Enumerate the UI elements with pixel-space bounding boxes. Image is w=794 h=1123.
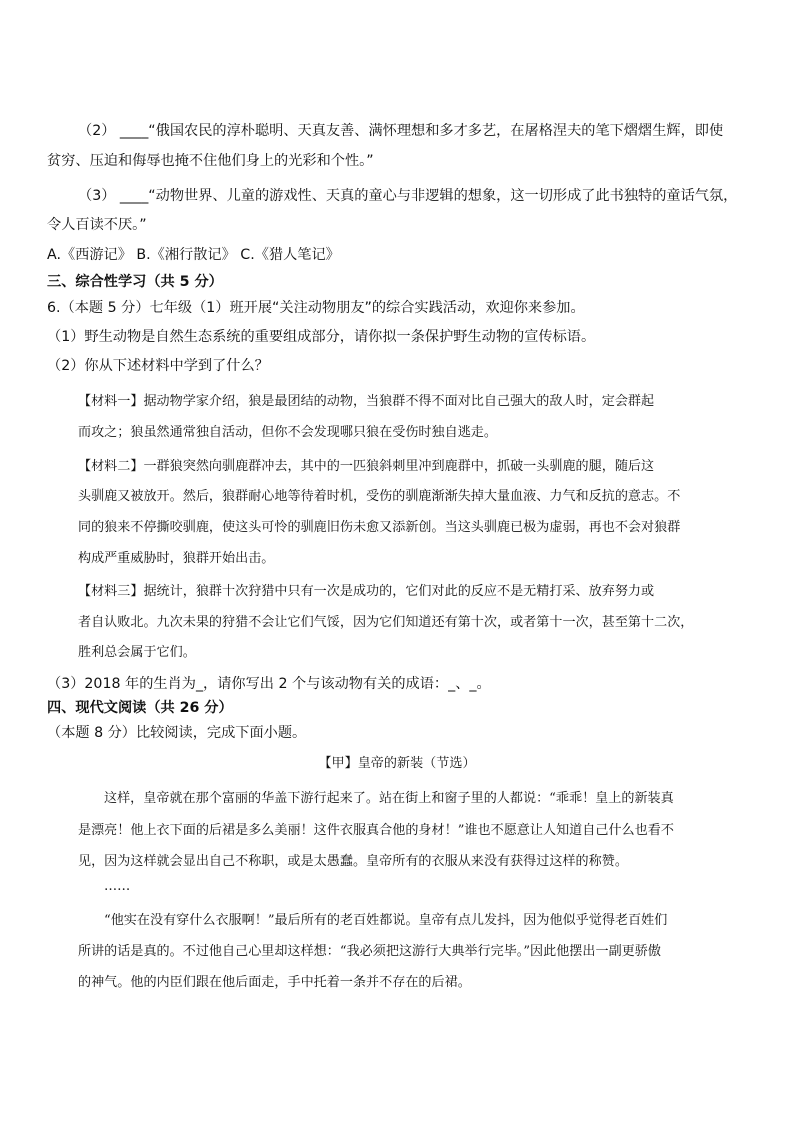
q6-part2: （2）你从下述材料中学到了什么？ bbox=[47, 358, 269, 374]
material2-line2: 头驯鹿又被放开。然后，狼群耐心地等待着时机，受伤的驯鹿渐渐失掉大量血液、力气和反抗的意志。不 bbox=[78, 489, 681, 504]
section4-heading: 四、现代文阅读（共 26 分） bbox=[47, 700, 233, 716]
q6-intro: 6.（本题 5 分）七年级（1）班开展“关注动物朋友”的综合实践活动，欢迎你来参加。 bbox=[47, 300, 585, 316]
passage-ellipsis: …… bbox=[104, 879, 131, 894]
passage-p1-line3: 见，因为这样就会显出自己不称职，或是太愚蠢。皇帝所有的衣服从来没有获得过这样的称赞。 bbox=[78, 854, 628, 869]
passage-p1-line1: 这样，皇帝就在那个富丽的华盖下游行起来了。站在街上和窗子里的人都说：“乖乖！皇上的新装真 bbox=[104, 791, 674, 806]
material1-line2: 而攻之；狼虽然通常独自活动，但你不会发现哪只狼在受伤时独自逃走。 bbox=[78, 425, 497, 440]
material3-line1: 【材料三】据统计，狼群十次狩猎中只有一次是成功的，它们对此的反应不是无精打采、放弃努力或 bbox=[78, 584, 655, 599]
q5-item2-line1: （2） ____“俄国农民的淳朴聪明、天真友善、满怀理想和多才多艺，在屠格涅夫的笔下熠熠生辉，即使 bbox=[78, 123, 724, 139]
material2-line1: 【材料二】一群狼突然向驯鹿群冲去，其中的一匹狼斜刺里冲到鹿群中，抓破一头驯鹿的腿，随后这 bbox=[78, 459, 655, 474]
passage-p2-line3: 的神气。他的内臣们跟在他后面走，手中托着一条并不存在的后裙。 bbox=[78, 975, 471, 990]
passage-p2-line2: 所讲的话是真的。不过他自己心里却这样想：“我必须把这游行大典举行完毕。”因此他摆出一副更骄傲 bbox=[78, 944, 661, 959]
material2-line3: 同的狼来不停撕咬驯鹿，使这头可怜的驯鹿旧伤未愈又添新创。当这头驯鹿已极为虚弱，再也不会对狼群 bbox=[78, 520, 681, 535]
q5-item3-line2: 令人百读不厌。” bbox=[47, 217, 147, 233]
q5-item3-line1: （3） ____“动物世界、儿童的游戏性、天真的童心与非逻辑的想象，这一切形成了此书独特的童话气氛， bbox=[78, 188, 738, 204]
material3-line2: 者自认败北。九次未果的狩猎不会让它们气馁，因为它们知道还有第十次，或者第十一次，甚至第十二次， bbox=[78, 615, 694, 630]
passage-p2-line1: “他实在没有穿什么衣服啊！”最后所有的老百姓都说。皇帝有点儿发抖，因为他似乎觉得老百姓们 bbox=[104, 913, 668, 928]
q6-part3: （3）2018 年的生肖为_，请你写出 2 个与该动物有关的成语：_、_。 bbox=[47, 676, 491, 692]
section4-intro: （本题 8 分）比较阅读，完成下面小题。 bbox=[47, 725, 307, 741]
q6-part1: （1）野生动物是自然生态系统的重要组成部分，请你拟一条保护野生动物的宣传标语。 bbox=[47, 329, 596, 345]
section3-heading: 三、综合性学习（共 5 分） bbox=[47, 274, 223, 290]
passage-title: 【甲】皇帝的新装（节选） bbox=[318, 756, 476, 771]
material3-line3: 胜利总会属于它们。 bbox=[78, 645, 196, 660]
material1-line1: 【材料一】据动物学家介绍，狼是最团结的动物，当狼群不得不面对比自己强大的敌人时，定会群起 bbox=[78, 394, 655, 409]
q5-item2-line2: 贫穷、压迫和侮辱也掩不住他们身上的光彩和个性。” bbox=[47, 153, 374, 169]
passage-p1-line2: 是漂亮！他上衣下面的后裙是多么美丽！这件衣服真合他的身材！”谁也不愿意让人知道自己什么也看不 bbox=[78, 823, 674, 838]
material2-line4: 构成严重威胁时，狼群开始出击。 bbox=[78, 551, 275, 566]
q5-options: A.《西游记》 B.《湘行散记》 C.《猎人笔记》 bbox=[47, 247, 340, 263]
